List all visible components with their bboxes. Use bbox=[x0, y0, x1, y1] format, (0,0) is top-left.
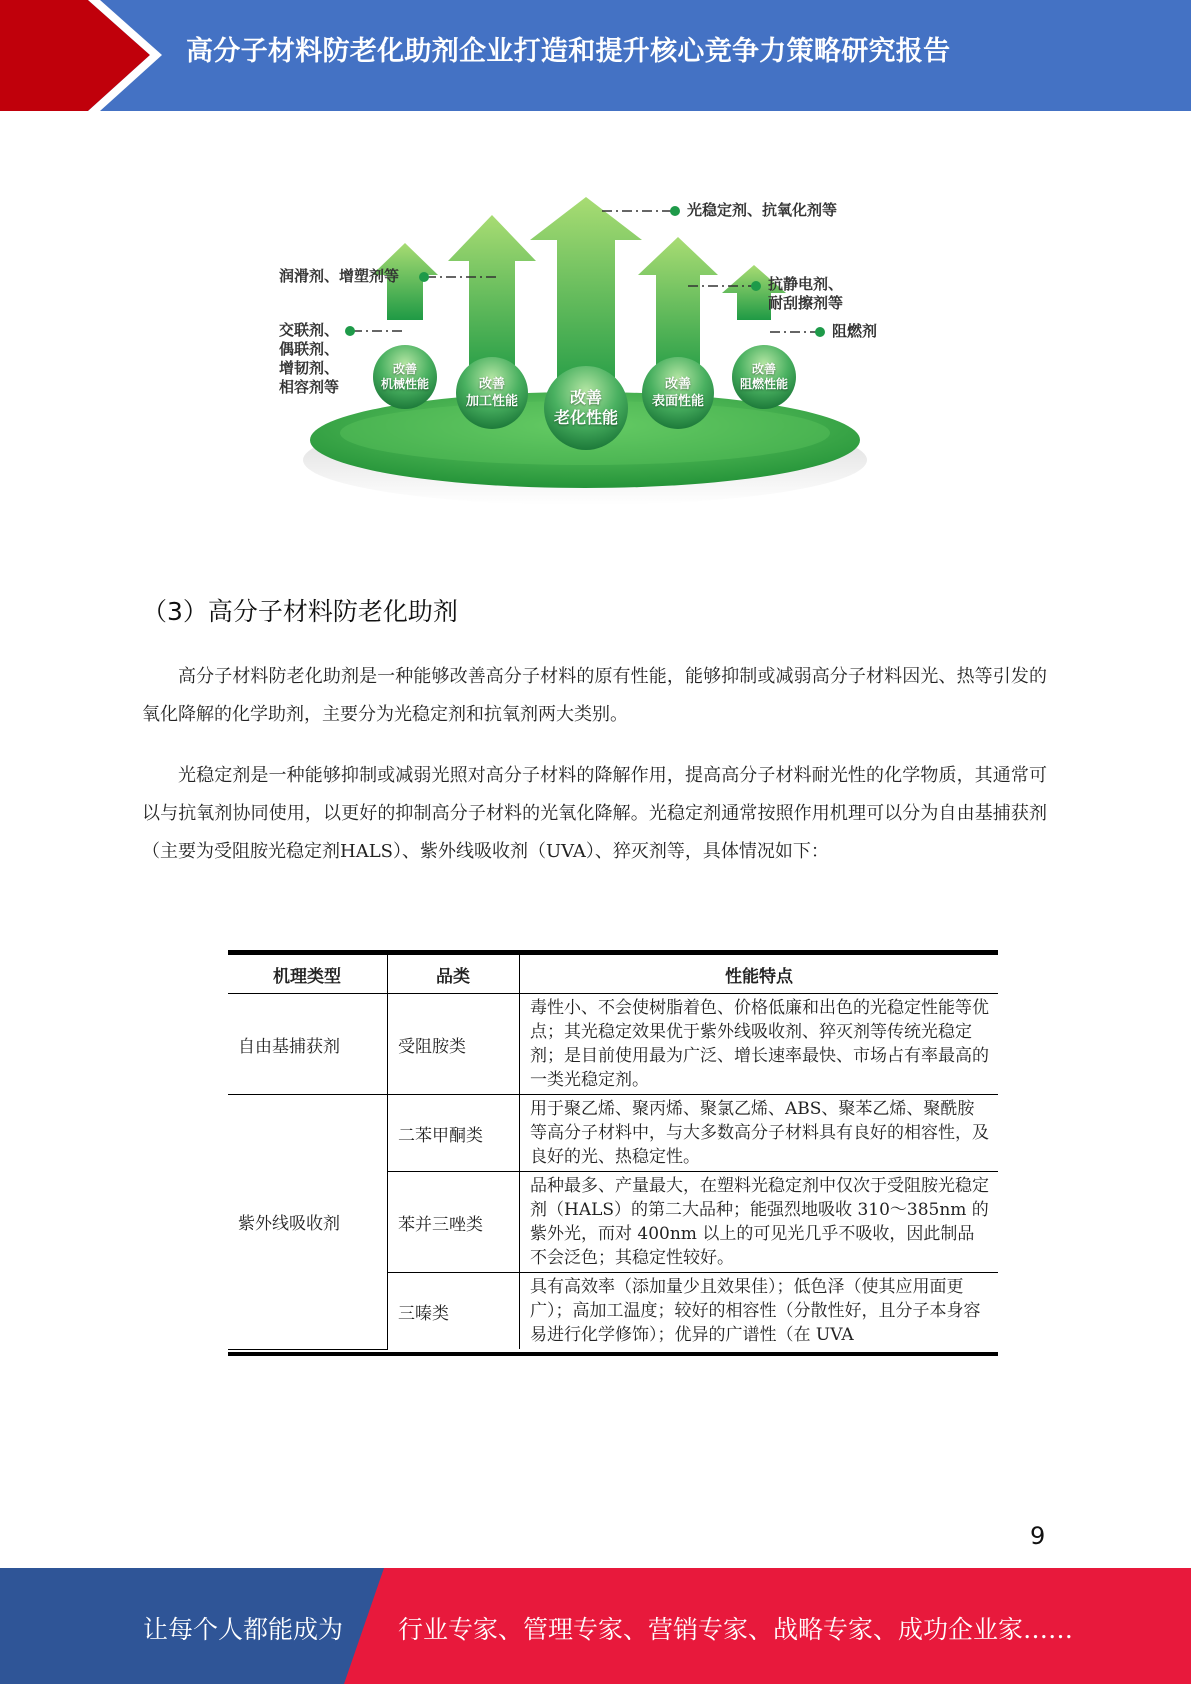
dot-lubricant bbox=[419, 272, 429, 282]
cell-mechanism: 紫外线吸收剂 bbox=[228, 1095, 388, 1350]
cell-category: 受阻胺类 bbox=[388, 994, 520, 1095]
section-title: （3）高分子材料防老化助剂 bbox=[142, 597, 458, 626]
header-title: 高分子材料防老化助剂企业打造和提升核心竞争力策略研究报告 bbox=[186, 36, 951, 67]
label-flame-retardant: 阻燃剂 bbox=[832, 322, 878, 340]
paragraph-light-stabilizer: 光稳定剂是一种能够抑制或减弱光照对高分子材料的降解作用，提高高分子材料耐光性的化学物质，其通常可以与抗氧剂协同使用，以更好的抑制高分子材料的光氧化降解。光稳定剂通常按照作用机理可以分为自由基捕获剂（主要为受阻胺光稳定剂HALS）、紫外线吸收剂（UVA）、猝灭剂等，具体情况如下： bbox=[142, 765, 1047, 862]
page-number: 9 bbox=[1030, 1522, 1046, 1550]
cell-category: 苯并三唑类 bbox=[388, 1172, 520, 1273]
paragraph-intro: 高分子材料防老化助剂是一种能够改善高分子材料的原有性能，能够抑制或减弱高分子材料因光、热等引发的氧化降解的化学助剂，主要分为光稳定剂和抗氧剂两大类别。 bbox=[142, 666, 1047, 725]
node-surface: 改善 表面性能 bbox=[651, 377, 704, 409]
cell-category: 三嗪类 bbox=[388, 1273, 520, 1350]
header-features: 性能特点 bbox=[520, 955, 999, 994]
header-category: 品类 bbox=[388, 955, 520, 994]
table-bottom-rule bbox=[228, 1352, 998, 1356]
label-light-stabilizer: 光稳定剂、抗氧化剂等 bbox=[687, 201, 838, 219]
footer-slogan-left: 让每个人都能成为 bbox=[143, 1615, 344, 1644]
cell-features: 具有高效率（添加量少且效果佳）；低色泽（使其应用面更广）；高加工温度；较好的相容性（分散性好，且分子本身容易进行化学修饰）；优异的广谱性（在 UVA bbox=[520, 1273, 999, 1350]
dot-antistatic bbox=[751, 281, 761, 291]
dot-top bbox=[670, 206, 680, 216]
page-header bbox=[0, 0, 1191, 111]
header-mechanism: 机理类型 bbox=[228, 955, 388, 994]
label-lubricant: 润滑剂、增塑剂等 bbox=[279, 267, 400, 285]
cell-features: 品种最多、产量最大，在塑料光稳定剂中仅次于受阻胺光稳定剂（HALS）的第二大品种；能强烈地吸收 310～385nm 的紫外光，而对 400nm 以上的可见光几乎不吸收，因此制品不会泛色；其稳定性较好。 bbox=[520, 1172, 999, 1273]
label-antistatic: 抗静电剂、 耐刮擦剂等 bbox=[768, 275, 844, 312]
footer-slogan-right: 行业专家、管理专家、营销专家、战略专家、成功企业家…… bbox=[398, 1615, 1074, 1644]
cell-mechanism: 自由基捕获剂 bbox=[228, 994, 388, 1095]
node-aging: 改善 老化性能 bbox=[553, 388, 618, 427]
dot-crosslink bbox=[345, 326, 355, 336]
cell-features: 毒性小、不会使树脂着色、价格低廉和出色的光稳定性能等优点；其光稳定效果优于紫外线吸收剂、猝灭剂等传统光稳定剂；是目前使用最为广泛、增长速率最快、市场占有率最高的一类光稳定剂。 bbox=[520, 994, 999, 1095]
table-row bbox=[228, 994, 998, 1095]
cell-features: 用于聚乙烯、聚丙烯、聚氯乙烯、ABS、聚苯乙烯、聚酰胺等高分子材料中，与大多数高分子材料具有良好的相容性，及良好的光、热稳定性。 bbox=[520, 1095, 999, 1172]
node-flame: 改善 阻燃性能 bbox=[739, 362, 788, 391]
stabilizer-table bbox=[228, 950, 998, 1356]
node-mechanical: 改善 机械性能 bbox=[380, 362, 429, 391]
table-row bbox=[228, 1095, 998, 1172]
dot-flame bbox=[815, 327, 825, 337]
diagram-graphic bbox=[240, 165, 960, 535]
additive-function-diagram bbox=[240, 165, 960, 535]
node-processing: 改善 加工性能 bbox=[465, 377, 518, 409]
cell-category: 二苯甲酮类 bbox=[388, 1095, 520, 1172]
page-footer bbox=[0, 1568, 1191, 1684]
label-crosslink: 交联剂、 偶联剂、 增韧剂、 相容剂等 bbox=[279, 321, 340, 396]
